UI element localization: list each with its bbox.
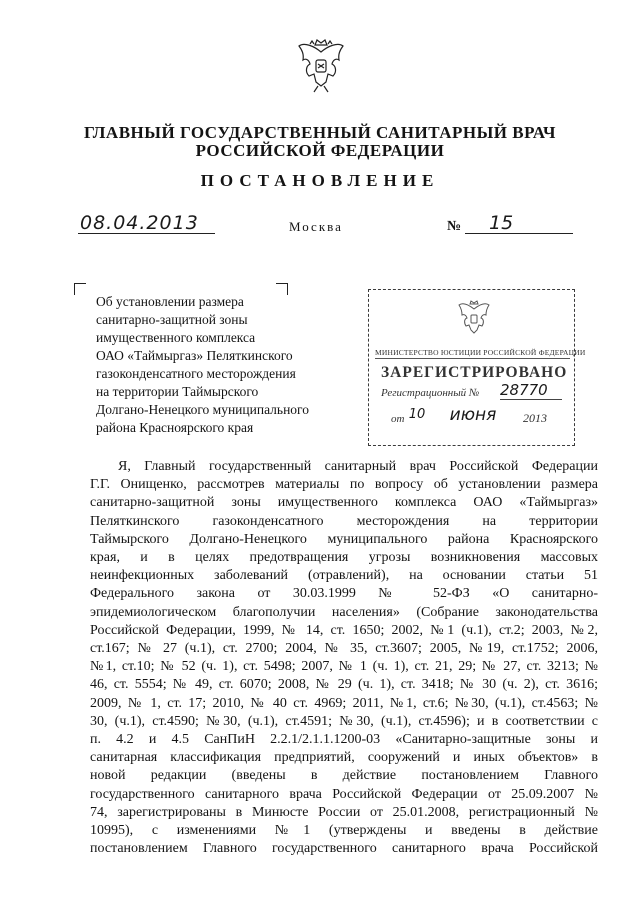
body-line: Федерального закона от 30.03.1999 № 52-ФЗ «О санитарно- — [90, 586, 598, 602]
subject-line: района Красноярского края — [96, 420, 254, 435]
body-line: ст.167; № 27 (ч.1), ст. 2700; 2004, № 35, ст.3607; 2005, №19, ст.1752; 2006, — [90, 641, 598, 657]
body-line: края, и в целях предотвращения угрозы возникновения массовых — [90, 550, 598, 566]
stamp-year: 2013 — [523, 411, 547, 425]
document-type: ПОСТАНОВЛЕНИЕ — [200, 171, 440, 190]
body-line: постановлением Главного государственного санитарного врача Российской — [90, 841, 598, 857]
body-line: Г.Г. Онищенко, рассмотрев материалы по вопросу об установлении размера — [90, 477, 598, 493]
body-line: эпидемиологическом благополучии населения» (Собрание законодательства — [90, 604, 598, 620]
coat-of-arms-icon — [296, 36, 346, 94]
subject-line: газоконденсатного месторождения — [96, 366, 296, 381]
stamp-from-label: от — [391, 413, 405, 425]
subject-line: Долгано-Ненецкого муниципального — [96, 402, 309, 417]
body-line: санитарно-защитной зоны имущественного комплекса ОАО «Таймыргаз» — [90, 495, 598, 511]
stamp-day: 10 — [408, 407, 426, 422]
document-city: Москва — [289, 219, 343, 234]
body-line: 10995), с изменениями №1 (утверждены и введены в действие — [90, 823, 598, 839]
stamp-month: июня — [449, 405, 497, 425]
subject-line: имущественного комплекса — [96, 330, 256, 345]
stamp-organization: МИНИСТЕРСТВО ЮСТИЦИИ РОССИЙСКОЙ ФЕДЕРАЦИИ — [375, 348, 586, 357]
issuer-country: РОССИЙСКОЙ ФЕДЕРАЦИИ — [195, 141, 445, 160]
subject-block — [96, 293, 309, 437]
body-line: санитарная классификация предприятий, сооружений и иных объектов» в — [90, 750, 598, 766]
subject-line: ОАО «Таймыргаз» Пеляткинского — [96, 348, 293, 363]
subject-bracket-left — [74, 283, 86, 295]
issuer-title: ГЛАВНЫЙ ГОСУДАРСТВЕННЫЙ САНИТАРНЫЙ ВРАЧ — [84, 123, 556, 142]
body-line: 2009, № 1, ст. 17; 2010, № 40 ст. 4969; 2011, №1, ст.6; №30, (ч.1), ст.4563; № — [90, 695, 598, 711]
stamp-emblem-icon — [457, 298, 491, 338]
body-line: п. 4.2 и 4.5 СанПиН 2.2.1/2.1.1.1200-03 «Санитарно-защитные зоны и — [90, 732, 598, 748]
body-line: неинфекционных заболеваний (отравлений), на основании статьи 51 — [90, 568, 598, 584]
body-line: новой редакции (введены в действие постановлением Главного — [90, 768, 598, 784]
body-line: №1, ст.10; № 52 (ч. 1), ст. 5498; 2007, № 1 (ч. 1), ст. 21, 29; № 27, ст. 3213; № — [90, 659, 598, 675]
subject-line: санитарно-защитной зоны — [96, 312, 248, 327]
body-line: Я, Главный государственный санитарный врач Российской Федерации — [118, 459, 598, 474]
subject-line: Об установлении размера — [96, 294, 244, 309]
registration-stamp — [368, 289, 586, 446]
stamp-reg-number: 28770 — [500, 381, 562, 400]
body-line: Таймырского Долгано-Ненецкого муниципального района Красноярского — [90, 531, 598, 547]
stamp-reg-label: Регистрационный № — [381, 387, 480, 399]
body-line: Российской Федерации, 1999, № 14, ст. 1650; 2002, №1 (ч.1), ст.2; 2003, №2, — [90, 622, 598, 638]
body-line: государственного санитарного врача Российской Федерации от 25.09.2007 № — [90, 786, 598, 802]
body-text — [90, 458, 598, 858]
document-date: 08.04.2013 — [78, 213, 215, 234]
body-line: 74, зарегистрированы в Минюсте России от 25.01.2008, регистрационный № — [90, 804, 598, 820]
body-line: 46, ст. 5554; № 49, ст. 6070; 2008, № 29 (ч. 1), ст. 3418; № 30 (ч. 2), ст. 3616; — [90, 677, 598, 693]
subject-line: на территории Таймырского — [96, 384, 259, 399]
document-number: 15 — [465, 213, 573, 234]
body-line: 30, (ч.1), ст.4590; №30, (ч.1), ст.4591; №30, (ч.1), ст.4596); и в соответствии с — [90, 713, 598, 729]
body-line: Пеляткинского газоконденсатного месторождения на территории — [90, 513, 598, 529]
document-number-label: № — [447, 219, 462, 234]
stamp-registered: ЗАРЕГИСТРИРОВАНО — [381, 364, 568, 381]
